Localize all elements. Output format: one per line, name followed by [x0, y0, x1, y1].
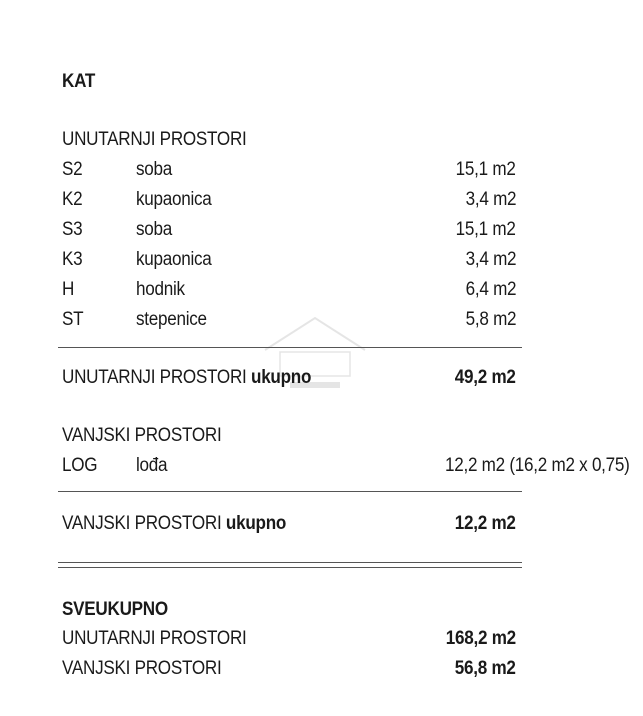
exterior-total-label-text: VANJSKI PROSTORI: [62, 513, 222, 534]
room-name: lođa: [136, 455, 168, 476]
room-name: hodnik: [136, 279, 185, 300]
interior-total-suffix: ukupno: [251, 367, 312, 388]
room-name: kupaonica: [136, 189, 212, 210]
room-code: ST: [62, 309, 84, 330]
floor-title: KAT: [62, 71, 96, 92]
room-name: soba: [136, 219, 173, 240]
room-area: 3,4 m2: [465, 249, 516, 270]
divider: [58, 347, 522, 348]
exterior-total-suffix: ukupno: [225, 513, 287, 534]
interior-total-label: [62, 366, 311, 390]
room-code: S3: [62, 219, 83, 240]
grand-total-exterior-label: VANJSKI PROSTORI: [62, 658, 222, 679]
interior-total-label-text: UNUTARNJI PROSTORI: [62, 367, 247, 388]
double-divider: [58, 562, 522, 568]
room-area: 6,4 m2: [465, 279, 516, 300]
room-area: 5,8 m2: [465, 309, 516, 330]
room-code: K3: [62, 249, 83, 270]
room-name: stepenice: [136, 309, 207, 330]
room-code: K2: [62, 189, 83, 210]
grand-total-interior-label: UNUTARNJI PROSTORI: [62, 628, 247, 649]
grand-total-interior-value: 168,2 m2: [445, 628, 516, 649]
exterior-heading: VANJSKI PROSTORI: [62, 425, 222, 446]
divider: [58, 491, 522, 492]
room-area: 15,1 m2: [456, 219, 516, 240]
room-area: 12,2 m2 (16,2 m2 x 0,75): [445, 455, 630, 476]
exterior-total-value: 12,2 m2: [455, 513, 516, 534]
room-code: H: [62, 279, 75, 300]
room-code: S2: [62, 159, 83, 180]
interior-total-value: 49,2 m2: [455, 367, 516, 388]
room-name: kupaonica: [136, 249, 212, 270]
room-name: soba: [136, 159, 173, 180]
interior-heading: UNUTARNJI PROSTORI: [62, 129, 247, 150]
grand-total-exterior-value: 56,8 m2: [455, 658, 516, 679]
exterior-total-label: [62, 512, 286, 536]
room-code: LOG: [62, 455, 98, 476]
room-area: 3,4 m2: [465, 189, 516, 210]
room-area: 15,1 m2: [456, 159, 516, 180]
grand-total-title: SVEUKUPNO: [62, 599, 168, 620]
